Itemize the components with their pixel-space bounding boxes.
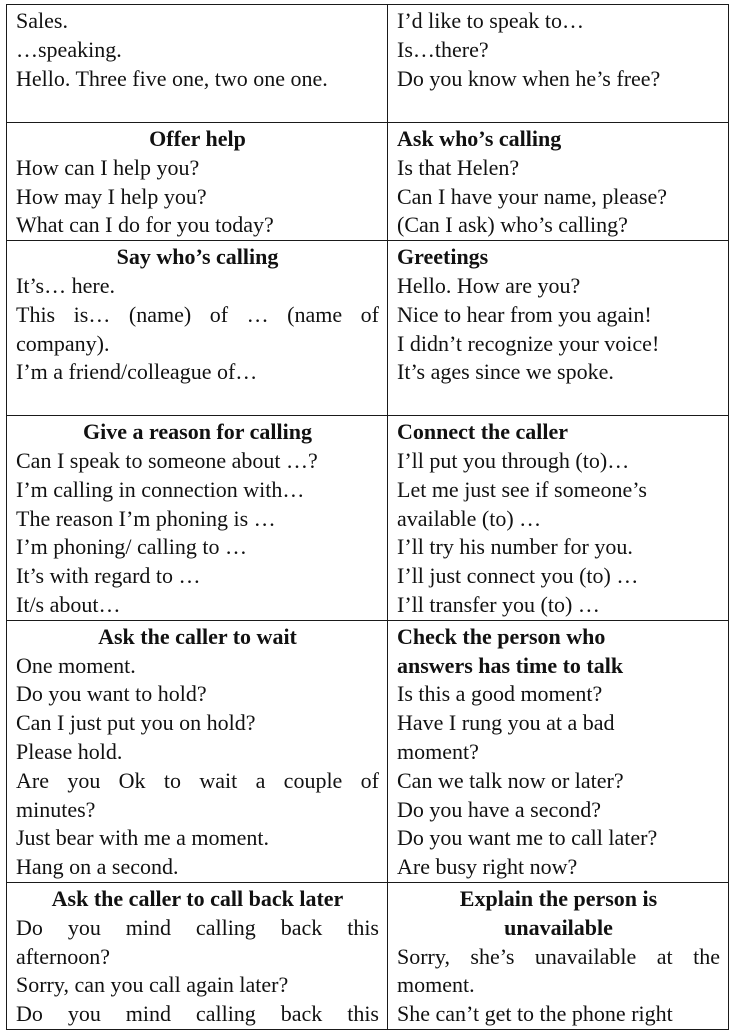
cell-person-unavailable (388, 882, 729, 1029)
section-heading: Give a reason for calling (83, 419, 312, 445)
phrase-line: Do you have a second? (397, 796, 602, 822)
section-heading: answers has time to talk (397, 652, 624, 678)
section-heading: Explain the person is (459, 885, 658, 911)
phrase-line: Do you mind calling back this (16, 914, 379, 940)
cell-reason-for-calling (7, 416, 388, 621)
phrase-line: Please hold. (16, 738, 123, 764)
phrase-line: Nice to hear from you again! (397, 301, 652, 327)
phrase-line: Sorry, she’s unavailable at the (397, 943, 720, 969)
phrase-line: Are you Ok to wait a couple of (16, 767, 379, 793)
phrase-line: I’m phoning/ calling to … (16, 534, 247, 560)
phrase-line: I’d like to speak to… (397, 8, 584, 33)
phrase-line: What can I do for you today? (16, 212, 274, 238)
phrase-line: Do you know when he’s free? (397, 65, 661, 91)
section-heading: Greetings (397, 244, 489, 270)
phrase-line: It’s with regard to … (16, 563, 201, 589)
phrase-line: Can we talk now or later? (397, 767, 624, 793)
cell-connect-caller (388, 416, 729, 621)
section-heading: Say who’s calling (116, 244, 279, 270)
table-row (7, 123, 729, 241)
cell-ask-caller-to-wait (7, 620, 388, 882)
phrase-line: minutes? (16, 796, 96, 822)
phrase-line: moment. (397, 972, 475, 998)
phrase-line: Can I speak to someone about …? (16, 447, 318, 473)
phrase-line: company). (16, 330, 110, 356)
table-row (7, 241, 729, 416)
phrase-line: Let me just see if someone’s (397, 476, 647, 502)
phrase-line: I’m a friend/colleague of… (16, 359, 258, 385)
phrase-line: How can I help you? (16, 154, 200, 180)
phrase-line: The reason I’m phoning is … (16, 505, 276, 531)
table-row (7, 416, 729, 621)
table-row (7, 5, 729, 123)
cell-call-back-later (7, 882, 388, 1029)
table-row (7, 620, 729, 882)
phrase-line: moment? (397, 738, 479, 764)
phrase-line: Can I just put you on hold? (16, 710, 256, 736)
section-heading: Offer help (149, 126, 246, 151)
cell-greetings (388, 241, 729, 416)
phrase-line: Just bear with me a moment. (16, 825, 269, 851)
phrase-line: I’m calling in connection with… (16, 476, 305, 502)
phrase-line: Is that Helen? (397, 154, 520, 180)
phrase-line: afternoon? (16, 943, 111, 969)
section-heading: Check the person who (397, 623, 606, 649)
phrase-line: This is… (name) of … (name of (16, 301, 379, 327)
phrase-line: I’ll try his number for you. (397, 534, 633, 560)
cell-ask-for-someone (388, 5, 729, 123)
phrase-line: Sorry, can you call again later? (16, 972, 289, 998)
phrase-line: Can I have your name, please? (397, 183, 667, 209)
table-row (7, 882, 729, 1029)
phrase-line: She can’t get to the phone right (397, 1001, 673, 1027)
phrase-line: It’s ages since we spoke. (397, 359, 614, 385)
phrase-line: I didn’t recognize your voice! (397, 330, 660, 356)
phrase-line: It/s about… (16, 591, 121, 617)
phrase-line: Sales. (16, 8, 68, 33)
phrase-line: It’s… here. (16, 272, 115, 298)
phrase-line: Hello. How are you? (397, 272, 581, 298)
section-heading: Ask the caller to wait (98, 623, 297, 649)
phrase-line: (Can I ask) who’s calling? (397, 212, 628, 238)
phone-phrases-table (6, 4, 729, 1030)
section-heading: Ask the caller to call back later (51, 885, 344, 911)
cell-ask-whos-calling (388, 123, 729, 241)
phrase-line: Is…there? (397, 36, 489, 62)
phrase-line: Is this a good moment? (397, 681, 603, 707)
phrase-line: Are busy right now? (397, 854, 578, 880)
phrase-line: I’ll transfer you (to) … (397, 591, 600, 617)
cell-say-whos-calling (7, 241, 388, 416)
section-heading: Ask who’s calling (397, 126, 562, 151)
phrase-line: Hello. Three five one, two one one. (16, 65, 328, 91)
cell-answer-phone (7, 5, 388, 123)
phrase-line: Do you want me to call later? (397, 825, 658, 851)
phrase-line: Hang on a second. (16, 854, 179, 880)
cell-offer-help (7, 123, 388, 241)
phrase-line: One moment. (16, 652, 136, 678)
phrase-line: Have I rung you at a bad (397, 710, 615, 736)
phrase-line: …speaking. (16, 36, 122, 62)
phrase-line: Do you want to hold? (16, 681, 207, 707)
phrase-line: I’ll just connect you (to) … (397, 563, 639, 589)
phrase-line: I’ll put you through (to)… (397, 447, 630, 473)
phrase-line: available (to) … (397, 505, 542, 531)
section-heading: unavailable (504, 914, 613, 940)
section-heading: Connect the caller (397, 419, 569, 445)
phrase-line: How may I help you? (16, 183, 207, 209)
phrase-line: Do you mind calling back this (16, 1001, 379, 1027)
cell-check-time-to-talk (388, 620, 729, 882)
